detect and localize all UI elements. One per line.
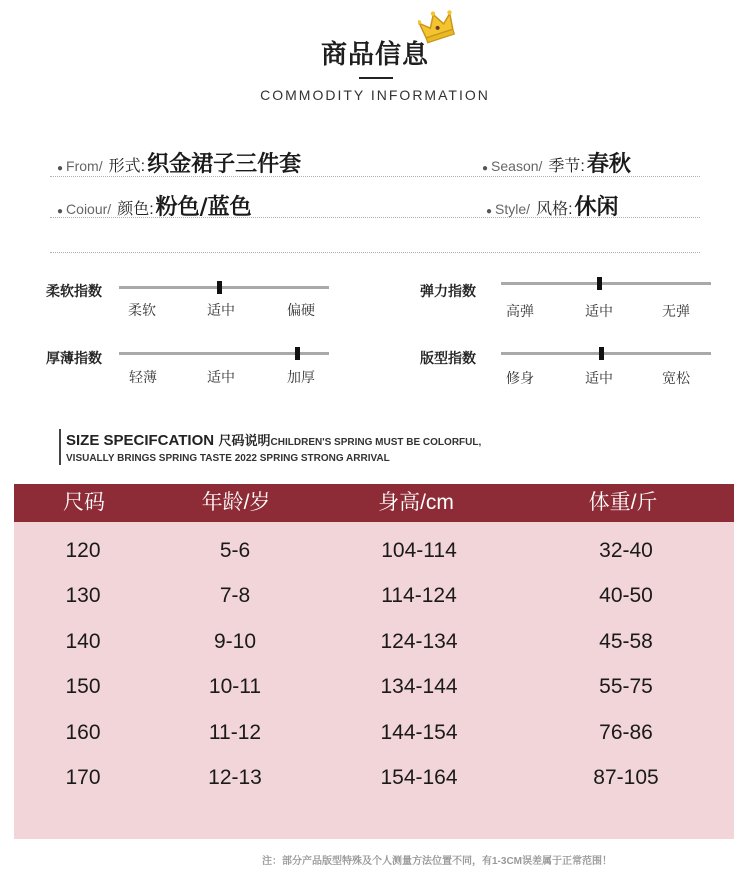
table-cell: 124-134 — [380, 630, 458, 653]
divider — [50, 217, 700, 218]
table-cell: 11-12 — [208, 721, 262, 744]
table-cell: 154-164 — [380, 766, 458, 789]
index-softness-tick: 偏硬 — [287, 302, 315, 318]
info-style-cn: 风格: — [536, 201, 573, 218]
table-cell: 40-50 — [599, 584, 653, 607]
table-cell: 170 — [65, 766, 101, 789]
spec-heading — [66, 430, 481, 450]
info-season-value: 春秋 — [586, 151, 631, 177]
info-form-cn: 形式: — [108, 158, 146, 175]
table-cell: 45-58 — [599, 630, 653, 653]
info-form — [57, 147, 301, 178]
info-colour-cn: 颜色: — [117, 201, 154, 218]
index-softness-label: 柔软指数 — [46, 283, 102, 299]
index-fit-track — [501, 352, 711, 355]
table-cell: 104-114 — [381, 539, 457, 562]
measurement-note: 注：部分产品版型特殊及个人测量方法位置不同，有1-3CM误差属于正常范围！ — [262, 856, 613, 867]
table-cell: 140 — [65, 630, 101, 653]
index-softness-tick: 适中 — [207, 302, 235, 318]
page-subtitle: COMMODITY INFORMATION — [260, 87, 490, 103]
index-fit-tick: 宽松 — [662, 370, 690, 386]
table-cell: 7-8 — [219, 584, 251, 607]
info-form-value: 织金裙子三件套 — [147, 151, 302, 177]
table-cell: 12-13 — [208, 766, 262, 789]
index-softness-marker — [217, 281, 222, 294]
index-fit-tick: 适中 — [585, 370, 613, 386]
spec-tagline: CHILDREN'S SPRING MUST BE COLORFUL, — [270, 437, 482, 448]
table-header-cell: 尺码 — [63, 491, 105, 514]
index-fit-label: 版型指数 — [420, 350, 476, 366]
title-underline — [359, 77, 393, 79]
index-softness-track — [119, 286, 329, 289]
spec-title-cn: 尺码说明 — [218, 433, 271, 448]
table-cell: 32-40 — [599, 539, 653, 562]
info-season-en: Season/ — [491, 158, 543, 174]
index-softness-tick: 柔软 — [128, 302, 156, 318]
index-elasticity-tick: 适中 — [585, 303, 613, 319]
table-cell: 150 — [65, 675, 101, 698]
info-season — [482, 147, 631, 178]
spec-subtitle: VISUALLY BRINGS SPRING TASTE 2022 SPRING STRONG ARRIVAL — [66, 453, 390, 464]
info-style-en: Style/ — [495, 201, 531, 217]
info-colour-value: 粉色/蓝色 — [155, 194, 252, 220]
index-thickness-marker — [295, 347, 300, 360]
index-thickness-tick: 轻薄 — [129, 369, 157, 385]
info-style-value: 休闲 — [574, 194, 619, 220]
bullet-icon: ● — [482, 163, 489, 174]
table-cell: 5-6 — [219, 539, 251, 562]
table-cell: 55-75 — [599, 675, 653, 698]
index-fit-tick: 修身 — [506, 370, 534, 386]
index-elasticity-track — [501, 282, 711, 285]
table-cell: 120 — [65, 539, 101, 562]
spec-accent-bar — [59, 429, 61, 465]
index-thickness-tick: 适中 — [207, 369, 235, 385]
bullet-icon: ● — [57, 163, 64, 174]
index-elasticity-tick: 高弹 — [506, 303, 534, 319]
table-cell: 134-144 — [380, 675, 458, 698]
table-cell: 160 — [65, 721, 101, 744]
table-cell: 130 — [65, 584, 101, 607]
table-cell: 76-86 — [599, 721, 653, 744]
table-header-cell: 身高/cm — [378, 491, 454, 514]
index-elasticity-marker — [597, 277, 602, 290]
table-header-cell: 年龄/岁 — [201, 491, 271, 514]
index-thickness-label: 厚薄指数 — [46, 350, 102, 366]
page-title: 商品信息 — [320, 40, 429, 70]
table-cell: 87-105 — [593, 766, 659, 789]
bullet-icon: ● — [57, 206, 64, 217]
index-elasticity-tick: 无弹 — [662, 303, 690, 319]
table-cell: 9-10 — [213, 630, 257, 653]
info-season-cn: 季节: — [548, 158, 585, 175]
table-header-cell: 体重/斤 — [588, 491, 658, 514]
index-elasticity-label: 弹力指数 — [420, 283, 476, 299]
divider — [50, 252, 700, 253]
bullet-icon: ● — [486, 206, 493, 217]
info-colour-en: Coiour/ — [66, 201, 112, 217]
divider — [50, 176, 700, 177]
table-cell: 114-124 — [381, 584, 457, 607]
index-thickness-tick: 加厚 — [287, 369, 315, 385]
index-fit-marker — [599, 347, 604, 360]
spec-title-en: SIZE SPECIFCATION — [66, 432, 215, 449]
info-form-en: From/ — [66, 158, 103, 174]
table-cell: 10-11 — [208, 675, 262, 698]
table-cell: 144-154 — [380, 721, 458, 744]
